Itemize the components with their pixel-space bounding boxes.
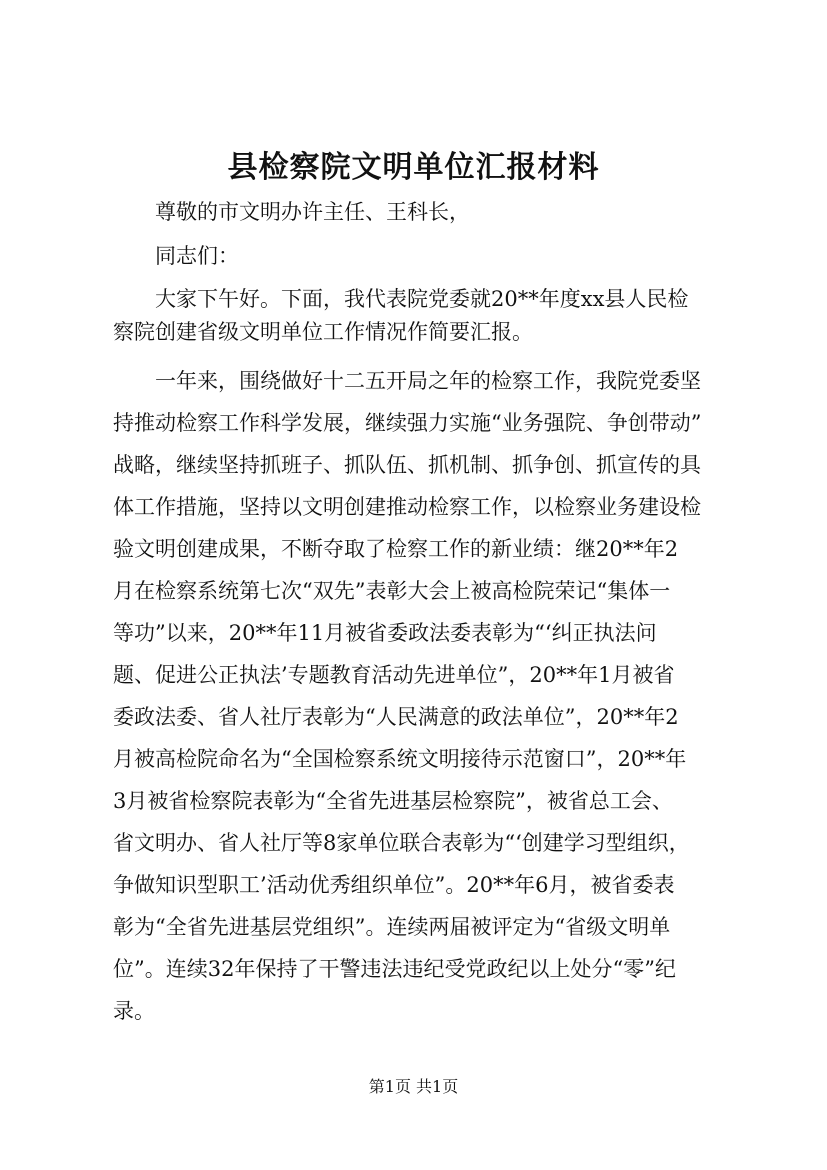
paragraph-line: 持推动检察工作科学发展，继续强力实施“业务强院、争创带动”	[113, 411, 702, 435]
salutation-line: 尊敬的市文明办许主任、王科长，	[155, 200, 470, 224]
paragraph-line: 月被高检院命名为“全国检察系统文明接待示范窗口”，20**年	[113, 747, 687, 771]
paragraph-line: 体工作措施，坚持以文明创建推动检察工作，以检察业务建设检	[113, 495, 701, 519]
document-title: 县检察院文明单位汇报材料	[227, 150, 600, 185]
paragraph-line: 彰为“全省先进基层党组织”。连续两届被评定为“省级文明单	[113, 915, 671, 939]
paragraph-line: 位”。连续32年保持了干警违法违纪受党政纪以上处分“零”纪	[113, 957, 676, 981]
paragraph-line: 一年来，围绕做好十二五开局之年的检察工作，我院党委坚	[155, 369, 701, 393]
paragraph-line: 题、促进公正执法’专题教育活动先进单位”，20**年1月被省	[113, 663, 675, 687]
salutation-line: 同志们：	[155, 244, 239, 268]
paragraph-line: 察院创建省级文明单位工作情况作简要汇报。	[113, 320, 533, 344]
paragraph-line: 验文明创建成果，不断夺取了检察工作的新业绩：继20**年2	[113, 537, 679, 561]
paragraph-line: 委政法委、省人社厅表彰为“人民满意的政法单位”，20**年2	[113, 705, 679, 729]
paragraph-line: 等功”以来，20**年11月被省委政法委表彰为“‘纠正执法问	[113, 621, 657, 645]
paragraph-line: 省文明办、省人社厅等8家单位联合表彰为“‘创建学习型组织，	[113, 831, 690, 855]
paragraph-line: 录。	[113, 999, 155, 1023]
paragraph-line: 月在检察系统第七次“双先”表彰大会上被高检院荣记“集体一	[113, 579, 671, 603]
paragraph-line: 3月被省检察院表彰为“全省先进基层检察院”，被省总工会、	[113, 789, 673, 813]
paragraph-line: 战略，继续坚持抓班子、抓队伍、抓机制、抓争创、抓宣传的具	[113, 453, 701, 477]
page-footer: 第1页 共1页	[368, 1077, 459, 1096]
paragraph-line: 争做知识型职工’活动优秀组织单位”。20**年6月，被省委表	[113, 873, 675, 897]
paragraph-line: 大家下午好。下面，我代表院党委就20**年度xx县人民检	[155, 287, 689, 311]
